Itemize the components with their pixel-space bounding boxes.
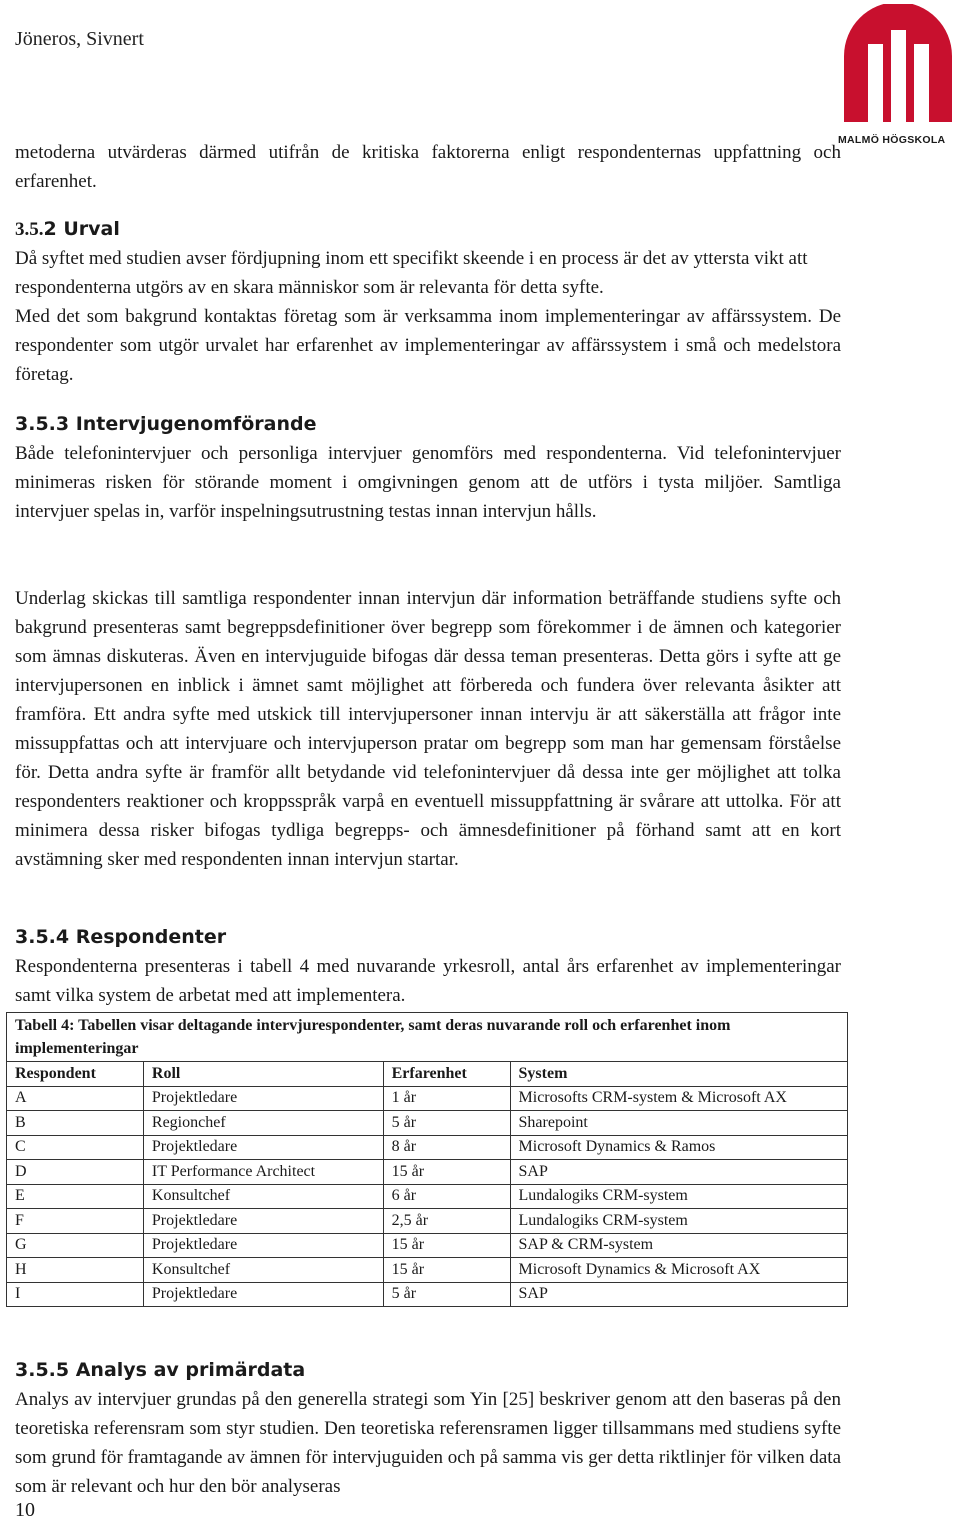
table-cell: F [7, 1209, 144, 1234]
intro-paragraph: metoderna utvärderas därmed utifrån de kritiska faktorerna enligt respondenternas uppfattning och erfarenhet. [15, 142, 841, 192]
table-row [7, 1258, 848, 1283]
table-header-cell: System [510, 1062, 847, 1087]
table-cell: 2,5 år [383, 1209, 510, 1234]
table-cell: Konsultchef [143, 1258, 383, 1283]
table-row [7, 1086, 848, 1111]
table-cell: Projektledare [143, 1135, 383, 1160]
intervju-paragraph-1: Både telefonintervjuer och personliga intervjuer genomförs med respondenterna. Vid telefonintervjuer minimeras risken för störande moment i omgivningen genom att de utförs i tysta miljöer. Samtliga intervjuer spelas in, varför inspelningsutrustning testas innan intervjun hålls. [15, 443, 841, 522]
table-cell: 5 år [383, 1111, 510, 1136]
logo-bar-right [914, 44, 929, 122]
table-cell: IT Performance Architect [143, 1160, 383, 1185]
table-row [7, 1111, 848, 1136]
table-row [7, 1233, 848, 1258]
table-cell: E [7, 1184, 144, 1209]
urval-paragraph: Med det som bakgrund kontaktas företag som är verksamma inom implementeringar av affärssystem. De respondenter som utgör urvalet har erfarenhet av implementeringar av affärssystem i små och medelstora företag. [15, 306, 841, 385]
table-cell: Projektledare [143, 1086, 383, 1111]
table-cell: Lundalogiks CRM-system [510, 1209, 847, 1234]
section-3-5-4-heading: 3.5.4 Respondenter [15, 926, 227, 948]
section-3-5-2 [15, 215, 841, 302]
table-caption: Tabell 4: Tabellen visar deltagande intervjurespondenter, samt deras nuvarande roll och erfarenhet inom implementeringar [7, 1013, 848, 1062]
table-row [7, 1135, 848, 1160]
table-cell: Lundalogiks CRM-system [510, 1184, 847, 1209]
table-cell: D [7, 1160, 144, 1185]
section-3-5-5-heading: 3.5.5 Analys av primärdata [15, 1359, 306, 1381]
table-cell: 8 år [383, 1135, 510, 1160]
table-header-cell: Roll [143, 1062, 383, 1087]
table-cell: Microsoft Dynamics & Microsoft AX [510, 1258, 847, 1283]
table-row [7, 1160, 848, 1185]
table-cell: Microsoft Dynamics & Ramos [510, 1135, 847, 1160]
respondenter-paragraph: Respondenterna presenteras i tabell 4 med nuvarande yrkesroll, antal års erfarenhet av implementeringar samt vilka system de arbetat med att implementera. [15, 956, 841, 1006]
analys-paragraph: Analys av intervjuer grundas på den generella strategi som Yin [25] beskriver genom att den baseras på den teoretiska referensram som styr studien. Den teoretiska referensramen ligger tillsammans med studiens syfte som grund för framtagande av ämnen för intervjuguiden och på samma vis ger detta riktlinjer för vilken data som är relevant och hur den bör analyseras [15, 1389, 841, 1497]
table-cell: SAP & CRM-system [510, 1233, 847, 1258]
author-header: Jöneros, Sivnert [15, 28, 144, 50]
table-cell: H [7, 1258, 144, 1283]
table-row [7, 1282, 848, 1307]
section-3-5-3-heading: 3.5.3 Intervjugenomförande [15, 413, 317, 435]
table-cell: Projektledare [143, 1233, 383, 1258]
table-cell: 15 år [383, 1233, 510, 1258]
table-cell: Microsofts CRM-system & Microsoft AX [510, 1086, 847, 1111]
table-cell: I [7, 1282, 144, 1307]
table-cell: G [7, 1233, 144, 1258]
table-cell: Projektledare [143, 1209, 383, 1234]
table-header-cell: Erfarenhet [383, 1062, 510, 1087]
table-cell: 15 år [383, 1160, 510, 1185]
table-header-cell: Respondent [7, 1062, 144, 1087]
intervju-paragraph-2: Underlag skickas till samtliga respondenter innan intervjun där information beträffande studiens syfte och bakgrund presenteras samt begreppsdefinitioner över begrepp som förekommer i de ämnen och kategorier som ämnas diskuteras. Även en intervjuguide bifogas där dessa teman presenteras. Detta görs i syfte att ge intervjupersonen en inblick i ämnet samt möjlighet att förbereda och fundera över relevanta åsikter att framföra. Ett andra syfte med utskick till intervjupersoner innan intervju är att säkerställa att frågor inte missuppfattas och att intervjuare och intervjuperson pratar om begrepp som man har gemensam förståelse för. Detta andra syfte är framför allt betydande vid telefonintervjuer då dessa inte ger möjlighet att tolka respondenters reaktioner och kroppsspråk varpå en eventuell missuppfattning är svårare att uttolka. För att minimera dessa risker bifogas tydliga begrepps- och ämnesdefinitioner på förhand samt att en kort avstämning sker med respondenten innan intervjun startar. [15, 588, 841, 870]
table-cell: Projektledare [143, 1282, 383, 1307]
respondent-table [6, 1012, 848, 1307]
malmo-hogskola-logo [836, 4, 960, 154]
section-3-5-2-title: 2 Urval [43, 218, 120, 240]
logo-wordmark: MALMÖ HÖGSKOLA [838, 134, 946, 146]
section-3-5-2-text: Då syftet med studien avser fördjupning inom ett specifikt skeende i en process är det av yttersta vikt att respondenterna utgörs av en skara människor som är relevanta för detta syfte. [15, 248, 808, 298]
page-number: 10 [15, 1499, 35, 1521]
table-row [7, 1184, 848, 1209]
logo-bar-left [868, 44, 883, 122]
section-3-5-2-number: 3.5. [15, 219, 44, 240]
table-cell: Sharepoint [510, 1111, 847, 1136]
table-cell: 5 år [383, 1282, 510, 1307]
table-cell: SAP [510, 1282, 847, 1307]
table-cell: 1 år [383, 1086, 510, 1111]
table-cell: B [7, 1111, 144, 1136]
table-caption-row [7, 1013, 848, 1062]
table-row [7, 1209, 848, 1234]
table-cell: Regionchef [143, 1111, 383, 1136]
logo-bar-middle [891, 30, 906, 122]
table-cell: 15 år [383, 1258, 510, 1283]
table-cell: A [7, 1086, 144, 1111]
table-cell: 6 år [383, 1184, 510, 1209]
table-cell: Konsultchef [143, 1184, 383, 1209]
table-cell: C [7, 1135, 144, 1160]
table-header-row [7, 1062, 848, 1087]
table-cell: SAP [510, 1160, 847, 1185]
